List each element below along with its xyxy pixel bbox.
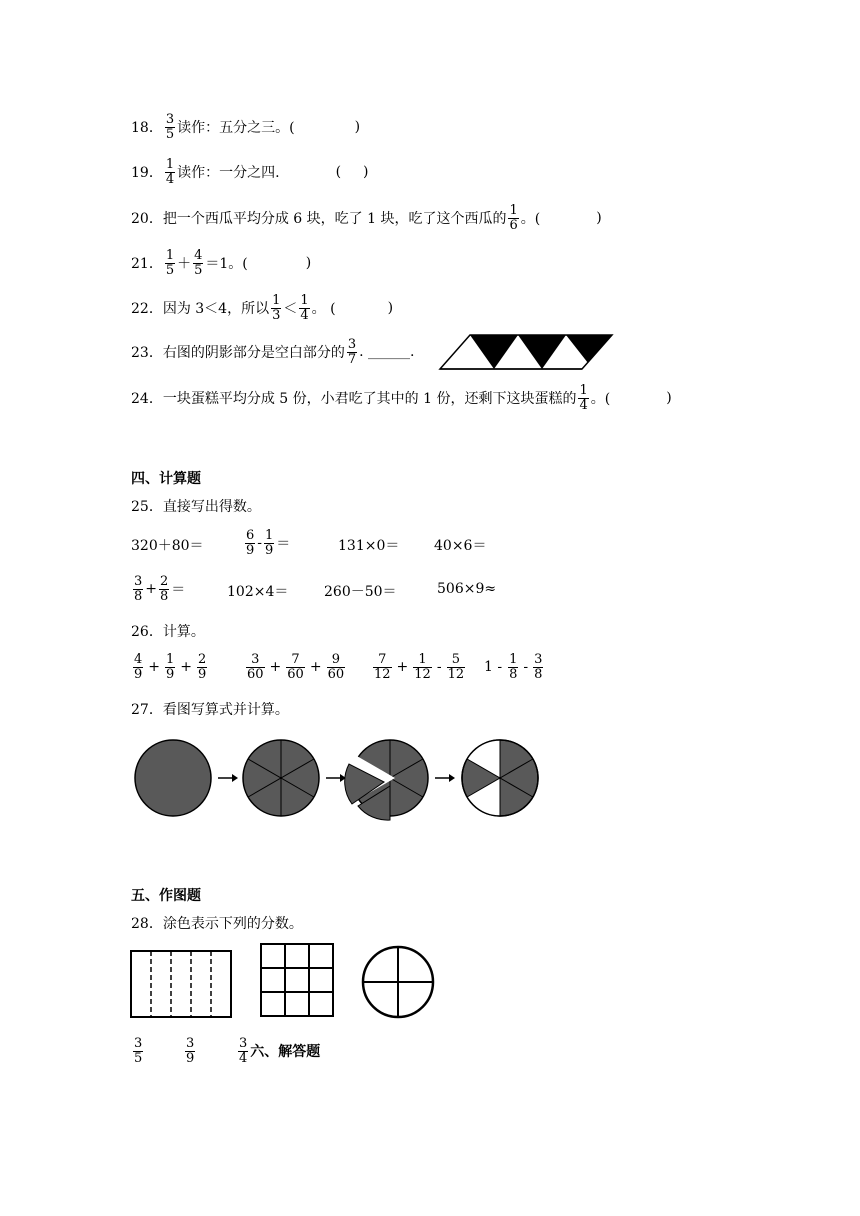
fraction: $\frac{7}{60}$ xyxy=(287,651,304,682)
answer-paren-close: ) xyxy=(363,164,369,180)
answer-paren-close: ) xyxy=(354,119,361,135)
calc-item xyxy=(131,574,185,604)
fraction: $\frac{1}{3}$ xyxy=(272,292,281,323)
question-22 xyxy=(131,293,393,323)
question-18 xyxy=(131,112,360,142)
operand: 1 - xyxy=(484,659,503,675)
question-27-title: 27．看图写算式并计算。 xyxy=(131,702,289,718)
plus-sign: ＋ xyxy=(177,256,192,272)
operator: + xyxy=(180,659,193,675)
section-heading-6: 六、解答题 xyxy=(250,1044,321,1060)
arrow-icon xyxy=(326,774,346,782)
fraction: $\frac{2}{9}$ xyxy=(198,651,207,682)
fraction: $\frac{4}{5}$ xyxy=(194,247,203,278)
calc-item: 260－50＝ xyxy=(324,584,397,600)
question-23 xyxy=(131,337,414,367)
label-fraction-3 xyxy=(236,1036,320,1066)
fraction: $\frac{9}{60}$ xyxy=(327,651,345,682)
question-19 xyxy=(131,157,369,187)
calc-item: 102×4＝ xyxy=(227,584,289,600)
equals-sign: ＝ xyxy=(276,536,291,552)
fraction: $\frac{7}{12}$ xyxy=(374,651,391,682)
operator: + xyxy=(148,659,161,675)
question-26-title: 26．计算。 xyxy=(131,624,205,640)
whole-circle xyxy=(135,740,211,816)
question-number: 18． xyxy=(131,120,163,136)
fraction: $\frac{1}{5}$ xyxy=(165,247,175,278)
calc-expression-4 xyxy=(484,652,545,682)
answer-paren-open: ( xyxy=(335,164,342,180)
fraction: $\frac{3}{60}$ xyxy=(247,651,264,682)
label-fraction-2 xyxy=(183,1036,197,1066)
question-25-title: 25．直接写出得数。 xyxy=(131,499,261,515)
fraction: $\frac{3}{9}$ xyxy=(186,1035,195,1066)
operator: - xyxy=(523,659,529,675)
less-than-sign: ＜ xyxy=(283,301,298,317)
circle-sequence-figure xyxy=(128,738,548,828)
rectangle-five-parts xyxy=(129,949,235,1021)
question-number: 20． xyxy=(131,211,163,227)
section-heading-4: 四、计算题 xyxy=(131,471,201,487)
square-nine-parts xyxy=(259,942,335,1018)
calc-item: 506×9≈ xyxy=(437,581,497,597)
question-28-title: 28．涂色表示下列的分数。 xyxy=(131,916,303,932)
fraction: $\frac{4}{9}$ xyxy=(134,651,143,682)
circle-six-parts xyxy=(243,740,319,816)
question-24 xyxy=(131,383,672,413)
fraction: $\frac{1}{4}$ xyxy=(300,292,309,323)
operator: + xyxy=(309,659,322,675)
question-21 xyxy=(131,248,311,278)
question-text: 一块蛋糕平均分成 5 份，小君吃了其中的 1 份，还剩下这块蛋糕的 xyxy=(162,391,577,407)
equals-sign: ＝ xyxy=(171,582,186,598)
question-text: 因为 3＜4，所以 xyxy=(162,301,270,317)
answer-paren-close: ) xyxy=(666,390,672,406)
question-tail: 。( xyxy=(590,391,611,407)
section-heading-5: 五、作图题 xyxy=(131,888,201,904)
fraction: $\frac{1}{4}$ xyxy=(579,382,588,413)
label-fraction-1 xyxy=(131,1036,145,1066)
circle-parts-removed xyxy=(345,740,428,820)
question-text: 把一个西瓜平均分成 6 块，吃了 1 块，吃了这个西瓜的 xyxy=(162,211,507,227)
question-text: 读作：一分之四. xyxy=(177,165,280,181)
answer-paren-close: ) xyxy=(305,255,312,271)
calc-item: 131×0＝ xyxy=(338,538,400,554)
fraction: $\frac{1}{9}$ xyxy=(265,527,274,558)
fraction: $\frac{1}{8}$ xyxy=(509,651,518,682)
answer-paren-close: ) xyxy=(596,210,602,226)
fraction: $\frac{1}{4}$ xyxy=(165,156,175,187)
calc-expression-2 xyxy=(244,652,347,682)
circle-four-parts xyxy=(360,944,436,1020)
arrow-icon xyxy=(435,774,455,782)
question-20 xyxy=(131,203,602,233)
operator: + xyxy=(269,659,282,675)
question-text: 读作：五分之三。( xyxy=(177,120,295,136)
question-tail: 。( xyxy=(520,211,541,227)
fraction: $\frac{3}{5}$ xyxy=(134,1035,143,1066)
fraction: $\frac{2}{8}$ xyxy=(160,573,169,604)
fraction: $\frac{5}{12}$ xyxy=(447,651,465,682)
question-tail: . ______. xyxy=(359,344,415,360)
question-number: 22． xyxy=(131,301,163,317)
minus-sign: - xyxy=(257,535,263,551)
triangle-strip-figure xyxy=(438,333,614,371)
answer-paren-close: ) xyxy=(387,300,394,316)
fraction: $\frac{3}{8}$ xyxy=(134,573,143,604)
question-text: 右图的阴影部分是空白部分的 xyxy=(162,345,345,361)
operator: + xyxy=(396,659,409,675)
question-tail: 。 ( xyxy=(311,301,336,317)
question-number: 24． xyxy=(131,391,163,407)
question-number: 19． xyxy=(131,165,163,181)
question-number: 21． xyxy=(131,256,163,272)
plus-sign: + xyxy=(145,581,158,597)
calc-expression-3 xyxy=(371,652,467,682)
fraction: $\frac{1}{6}$ xyxy=(509,202,518,233)
fraction: $\frac{3}{4}$ xyxy=(239,1035,248,1066)
fraction: $\frac{1}{12}$ xyxy=(414,651,431,682)
question-number: 23． xyxy=(131,345,163,361)
fraction: $\frac{1}{9}$ xyxy=(166,651,175,682)
circle-result xyxy=(462,740,538,816)
arrow-icon xyxy=(218,774,238,782)
calc-item: 320＋80＝ xyxy=(131,538,204,554)
calc-item: 40×6＝ xyxy=(434,538,487,554)
fraction: $\frac{3}{5}$ xyxy=(165,111,175,142)
fraction: $\frac{6}{9}$ xyxy=(246,527,255,558)
question-tail: ＝1。( xyxy=(205,256,248,272)
operator: - xyxy=(436,659,442,675)
calc-expression-1 xyxy=(131,652,209,682)
calc-item xyxy=(243,528,290,558)
fraction: $\frac{3}{7}$ xyxy=(347,336,357,367)
fraction: $\frac{3}{8}$ xyxy=(534,651,543,682)
